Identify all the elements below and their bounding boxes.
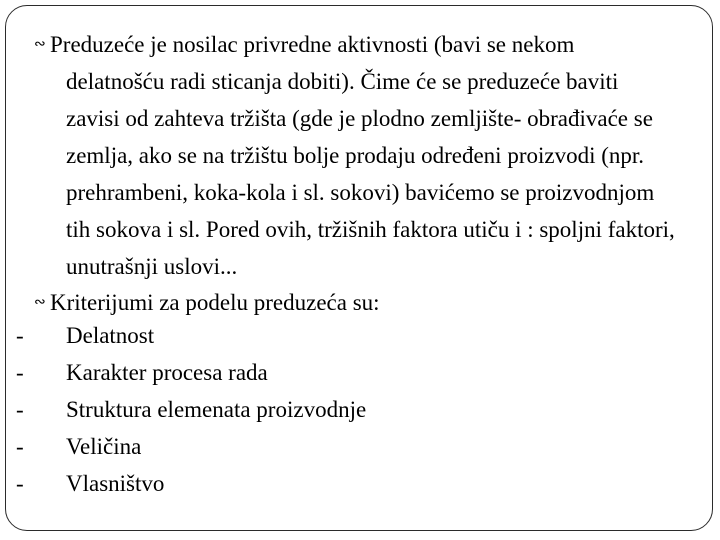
dash-marker: -	[16, 360, 24, 385]
bullet-text-criteria-heading: Kriterijumi za podelu preduzeća su:	[50, 290, 380, 315]
list-item	[0, 317, 700, 354]
dash-marker: -	[16, 471, 24, 496]
wavy-bullet-icon: ∾	[34, 36, 46, 52]
list-item-text: Karakter procesa rada	[66, 360, 268, 385]
list-item-text: Struktura elemenata proizvodnje	[66, 397, 367, 422]
list-item-text: Veličina	[66, 434, 142, 459]
list-item-text: Vlasništvo	[66, 471, 165, 496]
list-item	[0, 465, 700, 502]
list-item	[0, 354, 700, 391]
bullet-text-definition: Preduzeće je nosilac privredne aktivnosti (bavi se nekom delatnošću radi sticanja dobiti). Čime će se preduzeće baviti zavisi od zahteva tržišta (gde je plodno zemljište- obrađivaće se zemlja, ako se na tržištu bolje prodaju određeni proizvodi (npr. prehrambeni, koka-kola i sl. sokovi) bavićemo se proizvodnjom tih sokova i sl. Pored ovih, tržišnih faktora utiču i : spoljni faktori, unutrašnji uslovi...	[50, 32, 675, 279]
list-item	[0, 391, 700, 428]
list-item-text: Delatnost	[66, 323, 155, 348]
bullet-item-definition	[16, 26, 676, 285]
wavy-bullet-icon: ∾	[34, 294, 46, 310]
dash-marker: -	[16, 397, 24, 422]
dash-marker: -	[16, 323, 24, 348]
list-item	[0, 428, 700, 465]
bullet-item-criteria-heading	[16, 284, 676, 321]
criteria-list	[0, 317, 700, 502]
dash-marker: -	[16, 434, 24, 459]
